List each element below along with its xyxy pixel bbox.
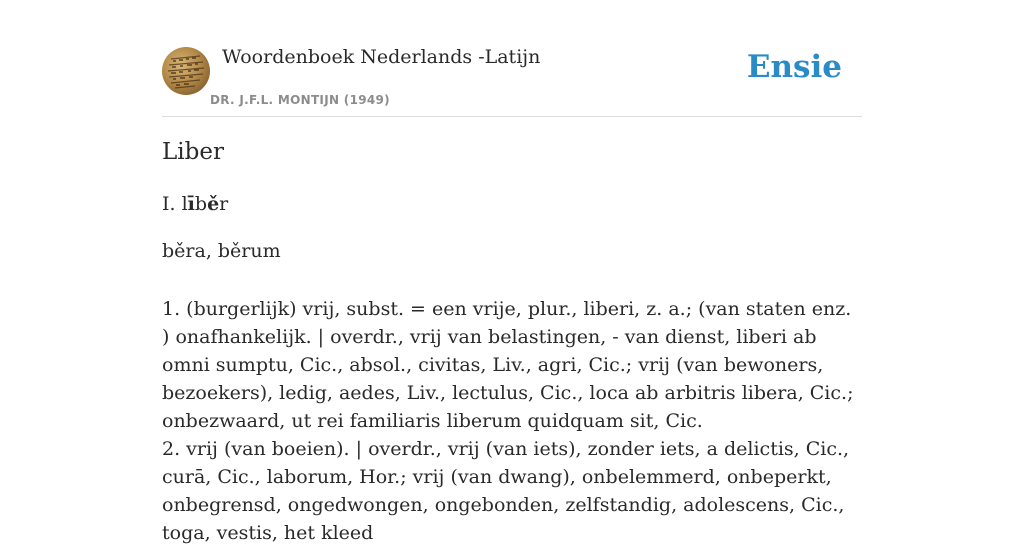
headword-suffix: r: [219, 193, 229, 215]
entry-headword: [162, 193, 228, 215]
entry-title: Liber: [162, 139, 224, 165]
page-header: [162, 0, 862, 117]
headword-short-vowel: ě: [207, 193, 220, 215]
book-title[interactable]: Woordenboek Nederlands -Latijn: [222, 46, 541, 68]
book-cover-thumbnail-icon[interactable]: [162, 47, 210, 95]
book-author: DR. J.F.L. MONTIJN (1949): [210, 93, 390, 107]
headword-middle: b: [194, 193, 208, 215]
entry-definitions: [162, 295, 862, 547]
definition-paragraph: 2. vrij (van boeien). | overdr., vrij (van iets), zonder iets, a delictis, Cic., curā, Cic., laborum, Hor.; vrij (van dwang), onbelemmerd, onbeperkt, onbegrensd, ongedwongen, ongebonden, zelfstandig, adolescens, Cic., toga, vestis, het kleed: [162, 438, 850, 544]
definition-paragraph: 1. (burgerlijk) vrij, subst. = een vrije, plur., liberi, z. a.; (van staten enz. ) onafhankelijk. | overdr., vrij van belastingen, - van dienst, liberi ab omni sumptu, Cic., absol., civitas, Liv., agri, Cic.; vrij (van bewoners, bezoekers), ledig, aedes, Liv., lectulus, Cic., loca ab arbitris libera, Cic.; onbezwaard, ut rei familiaris liberum quidquam sit, Cic.: [162, 298, 854, 432]
entry-forms: běra, běrum: [162, 240, 281, 262]
ensie-logo-link[interactable]: Ensie: [746, 49, 842, 85]
headword-prefix: I. l: [162, 193, 188, 215]
headword-long-vowel: ī: [187, 193, 195, 215]
page-container: [162, 0, 862, 544]
